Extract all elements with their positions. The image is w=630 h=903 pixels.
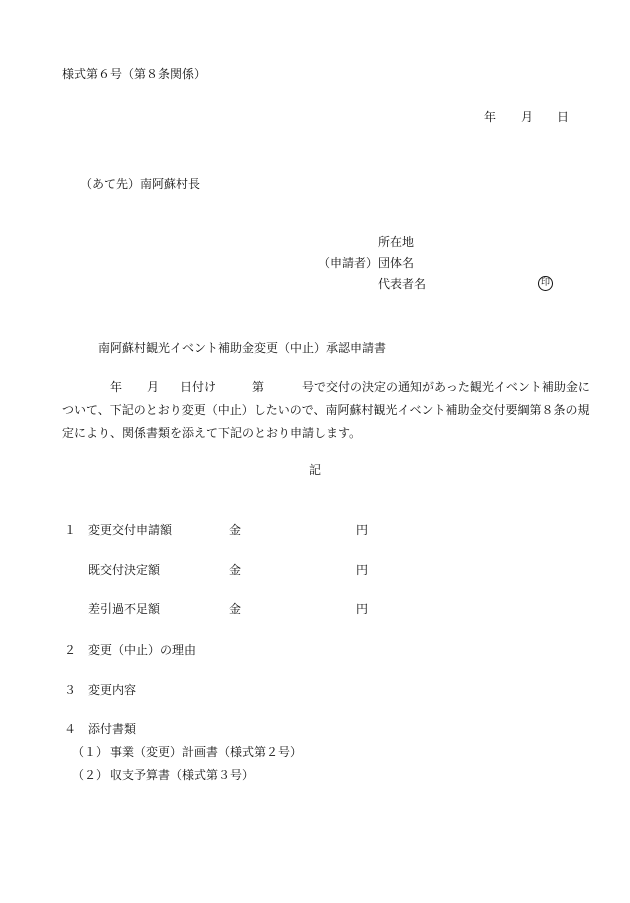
item-3-label: 変更内容 xyxy=(88,683,137,697)
kin-mark: 金 xyxy=(229,523,242,537)
form-number: 様式第６号（第８条関係） xyxy=(62,67,207,81)
amount-label: 既交付決定額 xyxy=(88,563,161,577)
body-year: 年 xyxy=(110,380,123,394)
body-dated: 日付け xyxy=(180,380,217,394)
yen-mark: 円 xyxy=(356,602,369,616)
body-line2: ついて、下記のとおり変更（中止）したいので、南阿蘇村観光イベント補助金交付要綱第８条の規 xyxy=(62,403,590,417)
rep-label: 代表者名 xyxy=(378,277,427,291)
addressee: （あて先）南阿蘇村長 xyxy=(80,177,201,191)
org-label: 団体名 xyxy=(378,256,415,270)
attachment-number: （１） xyxy=(72,745,109,759)
amount-label: 差引過不足額 xyxy=(88,602,161,616)
seal-mark: 印 xyxy=(538,276,553,291)
date-year: 年 xyxy=(484,110,497,124)
body-line3: 定により、関係書類を添えて下記のとおり申請します。 xyxy=(62,426,362,440)
item-3-number: ３ xyxy=(64,683,77,697)
item-1-number: １ xyxy=(64,523,77,537)
attachment-number: （２） xyxy=(72,768,109,782)
document-title: 南阿蘇村観光イベント補助金変更（中止）承認申請書 xyxy=(98,341,387,355)
yen-mark: 円 xyxy=(356,523,369,537)
ki-heading: 記 xyxy=(309,463,322,477)
date-day: 日 xyxy=(557,110,570,124)
attachment-text: 事業（変更）計画書（様式第２号） xyxy=(110,745,303,759)
attachment-text: 収支予算書（様式第３号） xyxy=(110,768,255,782)
body-line1-rest: 号で交付の決定の通知があった観光イベント補助金に xyxy=(302,380,590,394)
kin-mark: 金 xyxy=(229,602,242,616)
date-month: 月 xyxy=(521,110,534,124)
body-month: 月 xyxy=(147,380,160,394)
item-4-number: ４ xyxy=(64,722,77,736)
yen-mark: 円 xyxy=(356,563,369,577)
item-2-label: 変更（中止）の理由 xyxy=(88,643,197,657)
kin-mark: 金 xyxy=(229,563,242,577)
applicant-label: （申請者） xyxy=(318,256,379,270)
item-2-number: ２ xyxy=(64,643,77,657)
address-label: 所在地 xyxy=(378,235,415,249)
item-4-label: 添付書類 xyxy=(88,722,137,736)
amount-label: 変更交付申請額 xyxy=(88,523,173,537)
body-number: 第 xyxy=(252,380,265,394)
